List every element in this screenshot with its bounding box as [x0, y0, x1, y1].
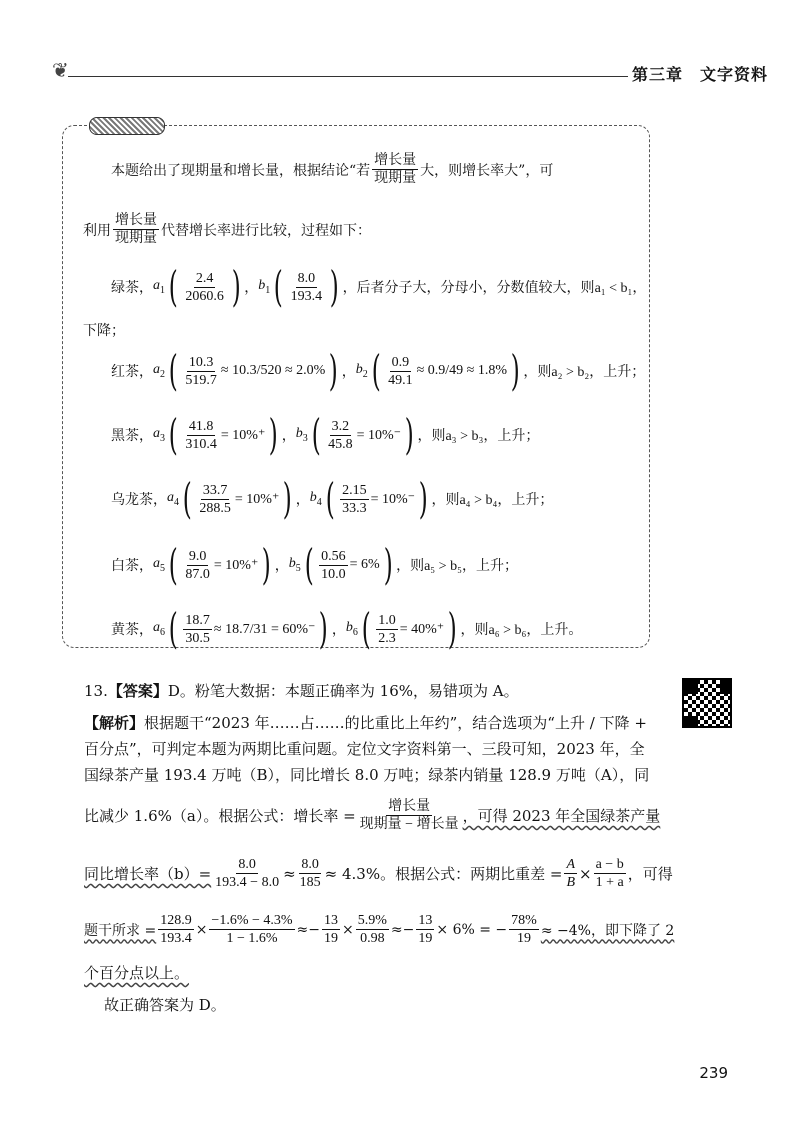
tea-row: 黄茶， $a_6$ ( $\frac{18.7}{30.5}$ ≈ 18.7/31 = 60%⁻ ) ， $b_6$ ( $\frac{1.0}{2.3}$ = 40%⁺ ) ，则 a₆ > b₆，上升。	[111, 604, 583, 653]
box-line-2: 利用 $\frac{\text{增长量}}{\text{现期量}}$ 代替增长率进行比较，过程如下：	[83, 212, 371, 246]
tea-row: 红茶， $a_2$ ( $\frac{10.3}{519.7}$ ≈ 10.3/520 ≈ 2.0% ) ， $b_2$ ( $\frac{0.9}{49.1}$ ≈ 0.9/49 ≈ 1.8% ) ，则 a₂ > b₂，上升；	[111, 346, 646, 395]
sprout-icon: ❦	[52, 58, 69, 82]
fraction: $\frac{\text{增长量}}{\text{现期量}}$	[374, 152, 417, 186]
analysis-formula-2: 同比增长率（b）= $\frac{8.0}{193.4 - 8.0}$ ≈ $\frac{8.0}{185}$ ≈ 4.3%。根据公式：两期比重差 = $\frac{A}{B}$ × $\frac{a - b}{1 + a}$ ，可得	[84, 857, 673, 890]
tea-row-continuation: 下降；	[83, 323, 125, 339]
box-label-decoration	[89, 117, 165, 135]
tea-row: 白茶， $a_5$ ( $\frac{9.0}{87.0}$ = 10%⁺ ) ， $b_5$ ( $\frac{0.56}{10.0}$ = 6% ) ，则 a₅ > b₅，上升；	[111, 540, 518, 589]
qr-code-icon[interactable]	[682, 678, 732, 728]
answer-line: 13.【答案】D。粉笔大数据：本题正确率为 16%，易错项为 A。	[84, 682, 519, 700]
page-number: 239	[699, 1064, 728, 1082]
header-rule	[68, 76, 628, 77]
box-intro-line: 本题给出了现期量和增长量，根据结论“若 $\frac{\text{增长量}}{\text{现期量}}$ 大，则增长率大”，可	[111, 152, 554, 186]
page-header	[48, 60, 768, 90]
tea-row: 绿茶， $a_1$ ( $\frac{2.4}{2060.6}$ ) ， $b_1$ ( $\frac{8.0}{193.4}$ ) ，后者分子大，分母小，分数值较大，则 a₁ < b₁，	[111, 262, 647, 311]
final-answer-line: 故正确答案为 D。	[104, 996, 226, 1014]
analysis-formula-1: 比减少 1.6%（a）。根据公式：增长率 = $\frac{\text{增长量}}{\text{现期量 − 增长量}}$ ，可得 2023 年全国绿茶产量	[84, 799, 661, 832]
analysis-formula-3: 题干所求 = $\frac{128.9}{193.4}$ × $\frac{-1.6\% - 4.3\%}{1 - 1.6\%}$ ≈− $\frac{13}{19}$ × $\frac{5.9\%}{0.98}$ ≈− $\frac{13}{19}$ × 6% = − $\frac{78\%}{19}$ ≈ −4%，即下降了 2	[84, 913, 675, 946]
chapter-title: 第三章 文字资料	[631, 65, 768, 84]
tip-box	[62, 125, 650, 653]
analysis-paragraph: 【解析】根据题干“2023 年……占……的比重比上年约”，结合选项为“上升 / 下降 + 百分点”，可判定本题为两期比重问题。定位文字资料第一、三段可知，2023 年，全国绿茶产量 193.4 万吨（B），同比增长 8.0 万吨；绿茶内销量 128.9 万吨（A），同	[84, 714, 650, 784]
fraction: $\frac{\text{增长量}}{\text{现期量}}$	[115, 212, 157, 246]
analysis-line-5: 个百分点以上。	[84, 964, 190, 982]
tea-row: 乌龙茶， $a_4$ ( $\frac{33.7}{288.5}$ = 10%⁺ ) ， $b_4$ ( $\frac{2.15}{33.3}$ = 10%⁻ ) ，则 a₄ > b₄，上升；	[111, 474, 554, 523]
tea-row: 黑茶， $a_3$ ( $\frac{41.8}{310.4}$ = 10%⁺ ) ， $b_3$ ( $\frac{3.2}{45.8}$ = 10%⁻ ) ，则 a₃ > b₃，上升；	[111, 410, 540, 459]
